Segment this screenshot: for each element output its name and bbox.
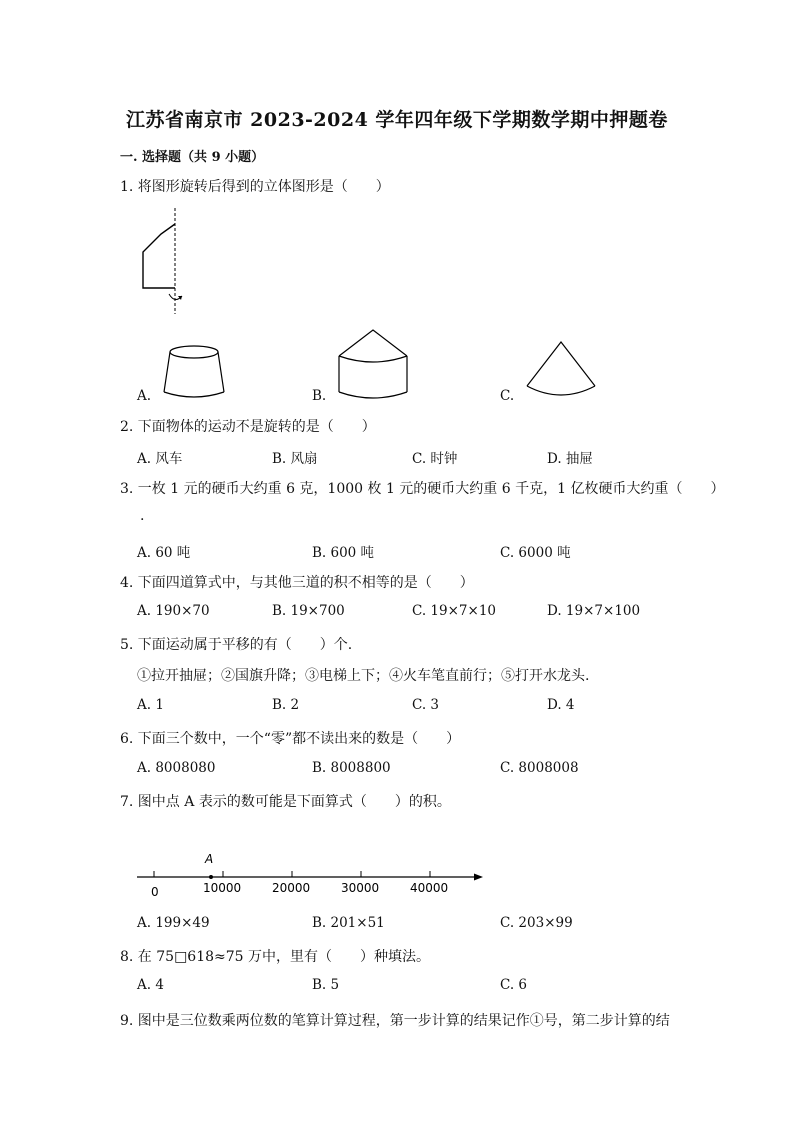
question-3-option-b: B. 600 吨 [312, 545, 375, 561]
question-4-option-b: B. 19×700 [272, 603, 345, 619]
section-heading: 一. 选择题（共 9 小题） [120, 150, 265, 165]
question-3-stem: 3. 一枚 1 元的硬币大约重 6 克，1000 枚 1 元的硬币大约重 6 千克，1 亿枚硬币大约重（ ） [120, 481, 725, 497]
question-8-option-c: C. 6 [500, 977, 528, 993]
question-7-option-b: B. 201×51 [312, 915, 385, 931]
question-4-option-c: C. 19×7×10 [412, 603, 496, 619]
question-4-option-d: D. 19×7×100 [547, 603, 641, 619]
question-4-option-a: A. 190×70 [137, 603, 210, 619]
question-5-option-a: A. 1 [137, 697, 164, 713]
question-9-stem: 9. 图中是三位数乘两位数的笔算计算过程，第一步计算的结果记作①号，第二步计算的结 [120, 1013, 670, 1029]
question-3-stem-continued: . [140, 508, 145, 524]
question-3-option-a: A. 60 吨 [137, 545, 191, 561]
question-2-option-c: C. 时钟 [412, 451, 458, 467]
question-7-option-c: C. 203×99 [500, 915, 573, 931]
question-1-option-b: B. [312, 388, 327, 404]
question-5-option-c: C. 3 [412, 697, 440, 713]
question-4-stem: 4. 下面四道算式中，与其他三道的积不相等的是（ ） [120, 575, 474, 591]
question-8-option-b: B. 5 [312, 977, 340, 993]
question-5-items: ①拉开抽屉；②国旗升降；③电梯上下；④火车笔直前行；⑤打开水龙头. [137, 668, 590, 684]
question-7-stem: 7. 图中点 A 表示的数可能是下面算式（ ）的积。 [120, 794, 451, 810]
question-8-stem: 8. 在 75□618≈75 万中，里有（ ）种填法。 [120, 949, 431, 965]
tick-label-30000: 30000 [341, 881, 380, 895]
question-2-option-a: A. 风车 [137, 451, 183, 467]
page-title: 江苏省南京市 2023-2024 学年四年级下学期数学期中押题卷 [126, 109, 668, 131]
number-line [135, 848, 485, 900]
question-5-option-d: D. 4 [547, 697, 575, 713]
question-2-option-b: B. 风扇 [272, 451, 318, 467]
point-a-marker [209, 875, 213, 879]
tick-label-0: 0 [151, 885, 159, 899]
question-6-option-a: A. 8008080 [137, 760, 216, 776]
tick-label-20000: 20000 [272, 881, 311, 895]
frustum-icon [160, 342, 230, 400]
question-6-option-b: B. 8008800 [312, 760, 391, 776]
question-6-option-c: C. 8008008 [500, 760, 579, 776]
question-1-stem: 1. 将图形旋转后得到的立体图形是（ ） [120, 179, 390, 195]
rotation-shape-icon [135, 208, 195, 318]
question-1-option-c: C. [500, 388, 515, 404]
question-8-option-a: A. 4 [137, 977, 164, 993]
question-2-stem: 2. 下面物体的运动不是旋转的是（ ） [120, 419, 376, 435]
tick-label-10000: 10000 [203, 881, 242, 895]
tick-label-40000: 40000 [410, 881, 449, 895]
question-3-option-c: C. 6000 吨 [500, 545, 571, 561]
cone-icon [523, 340, 599, 400]
question-5-stem: 5. 下面运动属于平移的有（ ）个. [120, 637, 353, 653]
cylinder-with-cone-icon [337, 328, 411, 400]
question-2-option-d: D. 抽屉 [547, 451, 593, 467]
question-1-option-a: A. [137, 388, 152, 404]
question-5-option-b: B. 2 [272, 697, 300, 713]
point-a-label: A [205, 852, 214, 866]
question-6-stem: 6. 下面三个数中，一个“零”都不读出来的数是（ ） [120, 731, 461, 747]
question-7-option-a: A. 199×49 [137, 915, 210, 931]
